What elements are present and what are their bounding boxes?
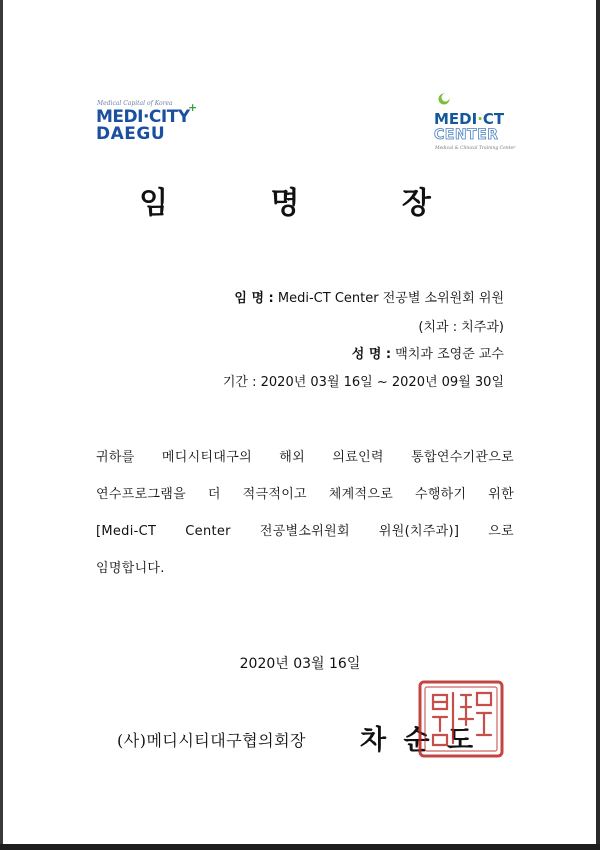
body-line-4: 임명합니다. [96, 561, 165, 576]
logo-tagline: Medical Capital of Korea [97, 100, 173, 107]
logo-medi-city-text: MEDI·CITY [96, 107, 190, 127]
role-value: Medi-CT Center 전공별 소위원회 위원 [277, 291, 504, 306]
issue-date: 2020년 03월 16일 [239, 656, 361, 672]
appointee-name [352, 343, 504, 362]
body-line-3: [Medi-CT Center 전공별소위원회 위원(치주과)] 으로 [96, 524, 514, 539]
body-line-1: 귀하를 메디시티대구의 해외 의료인력 통합연수기관으로 [96, 450, 514, 465]
logo-crescent-icon [438, 93, 450, 105]
name-label: 성 명 : [351, 347, 392, 362]
appointment-role [234, 287, 504, 306]
name-value: 맥치과 조영준 교수 [395, 347, 504, 362]
official-seal [417, 679, 505, 759]
logo-medi-ct-text: MEDI·CT [434, 110, 505, 128]
medi-ct-center-logo [430, 93, 530, 163]
period-label: 기간 : [222, 375, 257, 390]
appointment-department: (치과 : 치주과) [418, 320, 504, 335]
signer-name: 차 순 도 [360, 725, 478, 756]
page-frame-bottom [0, 844, 600, 850]
appointment-period [223, 371, 504, 390]
page-frame-left [0, 0, 3, 850]
body-line-2: 연수프로그램을 더 적극적이고 체계적으로 수행하기 위한 [96, 487, 514, 502]
logo-plus-mark: + [188, 101, 198, 114]
issuer-title: (사)메디시티대구협의회장 [117, 731, 307, 750]
period-value: 2020년 03월 16일 ~ 2020년 09월 30일 [260, 375, 504, 390]
logo-daegu-text: DAEGU [96, 124, 166, 144]
logo-center-text: CENTER [434, 127, 499, 143]
medi-city-daegu-logo [96, 100, 206, 148]
role-label: 임 명 : [234, 291, 274, 306]
logo-subline: Medical & Clinical Training Center [435, 146, 516, 151]
document-title: 임 명 장 [139, 186, 477, 221]
page-frame-right [596, 0, 600, 850]
